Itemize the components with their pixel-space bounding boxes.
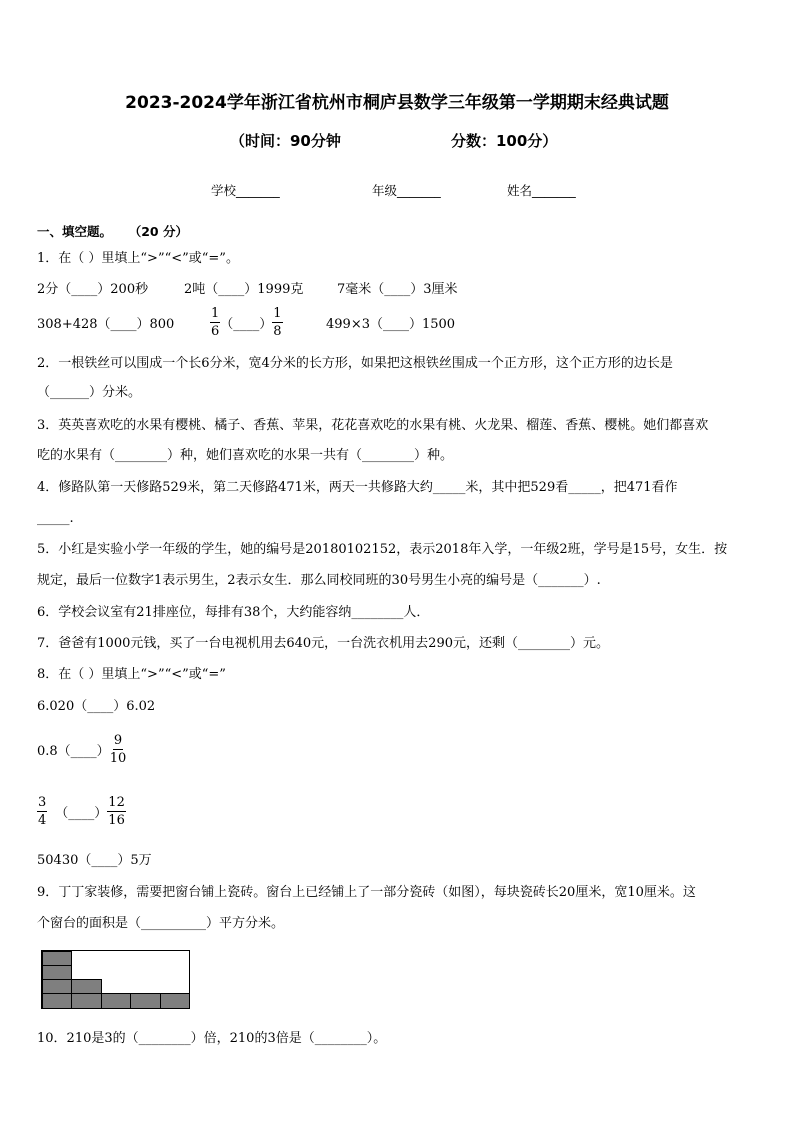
q4-line-1[interactable]: 4．修路队第一天修路529米，第二天修路471米，两天一共修路大约_____米，其中把529看_____，把471看作 <box>37 480 678 495</box>
fraction-numerator: 1 <box>273 306 282 321</box>
tile <box>71 993 102 1009</box>
section-label: 一、填空题。 <box>37 224 113 239</box>
q1-stem: 1．在（ ）里填上“>”“<”或“=”。 <box>37 251 239 266</box>
q1-item-1[interactable]: 2分（____）200秒 <box>37 282 149 297</box>
tile <box>42 993 72 1009</box>
fraction <box>210 306 220 339</box>
q3-line-2[interactable]: 吃的水果有（________）种，她们喜欢吃的水果一共有（________）种。 <box>37 448 454 463</box>
q8-item-a[interactable]: 6.020（____）6.02 <box>37 699 156 714</box>
fraction-denominator: 16 <box>108 813 125 828</box>
q1-item-5[interactable] <box>210 306 283 339</box>
exam-score: 分数：100分） <box>451 132 558 150</box>
tile <box>42 951 72 966</box>
q2-line-1: 2．一根铁丝可以围成一个长6分米，宽4分米的长方形，如果把这根铁丝围成一个正方形，这个正方形的边长是 <box>37 356 673 371</box>
fraction-denominator: 10 <box>109 751 127 766</box>
q10-text[interactable]: 10．210是3的（________）倍，210的3倍是（________）。 <box>37 1031 387 1046</box>
fraction-numerator: 3 <box>38 795 47 810</box>
grade-field[interactable]: 年级_______ <box>372 183 441 198</box>
q1-item-2[interactable]: 2吨（____）1999克 <box>184 282 304 297</box>
q8-item-d[interactable]: 50430（____）5万 <box>37 853 152 868</box>
section-points: （20 分） <box>128 224 188 239</box>
tile <box>101 993 131 1009</box>
tile <box>160 993 190 1009</box>
tile <box>42 965 72 980</box>
name-field[interactable]: 姓名_______ <box>507 183 576 198</box>
fraction <box>107 795 126 828</box>
q8-item-c[interactable] <box>37 795 126 828</box>
fraction-denominator: 4 <box>38 813 47 828</box>
exam-time: （时间：90分钟 <box>230 132 341 150</box>
tile <box>42 979 72 994</box>
q5-line-1: 5．小红是实验小学一年级的学生，她的编号是20180102152，表示2018年入学，一年级2班，学号是15号，女生．按 <box>37 542 728 557</box>
fraction <box>272 306 282 339</box>
page-title: 2023-2024学年浙江省杭州市桐庐县数学三年级第一学期期末经典试题 <box>125 93 669 113</box>
fraction-denominator: 6 <box>211 324 220 339</box>
school-field[interactable]: 学校_______ <box>211 183 280 198</box>
q9-line-2[interactable]: 个窗台的面积是（__________）平方分米。 <box>37 916 285 931</box>
answer-blank[interactable]: （____） <box>220 317 273 332</box>
windowsill-tile-diagram <box>41 950 190 1009</box>
q2-line-2[interactable]: （______）分米。 <box>37 385 142 400</box>
fraction <box>37 795 47 828</box>
q4-line-2[interactable]: _____. <box>37 511 74 526</box>
q6-text[interactable]: 6．学校会议室有21排座位，每排有38个，大约能容纳________人． <box>37 605 430 620</box>
q8-b-left[interactable]: 0.8（____） <box>37 744 110 759</box>
q3-line-1: 3．英英喜欢吃的水果有樱桃、橘子、香蕉、苹果，花花喜欢吃的水果有桃、火龙果、榴莲、香蕉、樱桃。她们都喜欢 <box>37 418 709 433</box>
q7-text[interactable]: 7．爸爸有1000元钱，买了一台电视机用去640元，一台洗衣机用去290元，还剩（________）元。 <box>37 636 609 651</box>
q1-item-4[interactable]: 308+428（____）800 <box>37 317 175 332</box>
answer-blank[interactable]: （____） <box>55 806 108 821</box>
q8-stem: 8．在（ ）里填上“>”“<”或“=” <box>37 667 226 682</box>
fraction-numerator: 1 <box>211 306 220 321</box>
tile <box>71 979 102 994</box>
tile <box>130 993 161 1009</box>
fraction <box>110 733 127 766</box>
q1-item-3[interactable]: 7毫米（____）3厘米 <box>337 282 458 297</box>
q9-line-1: 9．丁丁家装修，需要把窗台铺上瓷砖。窗台上已经铺上了一部分瓷砖（如图），每块瓷砖长20厘米，宽10厘米。这 <box>37 885 696 900</box>
q1-item-6[interactable]: 499×3（____）1500 <box>326 317 456 332</box>
q8-item-b[interactable] <box>37 733 126 766</box>
section-heading <box>37 222 188 240</box>
fraction-numerator: 9 <box>113 733 123 748</box>
fraction-denominator: 8 <box>273 324 282 339</box>
fraction-numerator: 12 <box>108 795 125 810</box>
q5-line-2[interactable]: 规定，最后一位数字1表示男生，2表示女生．那么同校同班的30号男生小亮的编号是（_______）. <box>37 573 601 588</box>
